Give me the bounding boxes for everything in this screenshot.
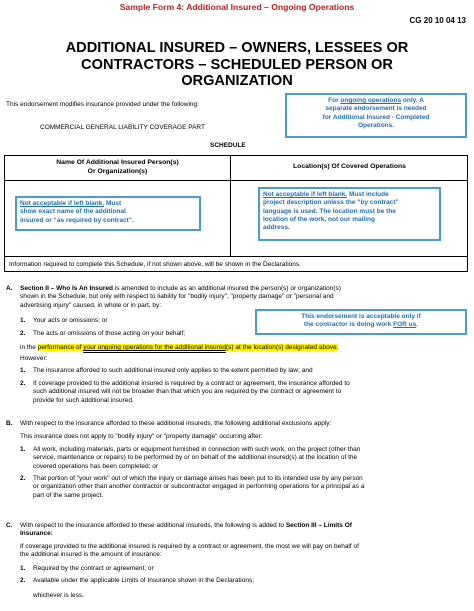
section-b-paragraph: With respect to the insurance afforded to these additional insureds, the following additional exclusions apply: (20, 420, 332, 427)
list-number: 1. (20, 317, 26, 324)
paragraph-text: the additional insured is the amount of insurance: (20, 551, 162, 559)
section-c-sub (20, 543, 470, 560)
callout-text: language is used. The location must be the (263, 207, 396, 215)
section-heading: Section II – Who Is An Insured (20, 285, 113, 292)
table-divider (5, 180, 467, 181)
whichever-text: whichever is less. (33, 592, 84, 599)
section-a-paragraph (20, 285, 470, 310)
locations-column-header: Location(s) Of Covered Operations (293, 163, 406, 170)
section-c-label: C. (6, 522, 13, 529)
paragraph-text: such additional insured will not be broader than that which you are required by the contract or agreement to (33, 388, 342, 396)
modifies-text: This endorsement modifies insurance provided under the following: (6, 101, 199, 108)
callout-text: ongoing operations (340, 97, 402, 104)
list-item: The insurance afforded to such additional insured only applies to the extent permitted by law; and (33, 367, 313, 374)
title-line: CONTRACTORS – SCHEDULED PERSON OR (81, 56, 393, 73)
callout-text: Not acceptable if left blank. (20, 200, 105, 207)
list-item: Your acts or omissions; or (33, 317, 108, 324)
schedule-table (4, 155, 468, 272)
callout-text: This endorsement is acceptable only if (301, 313, 421, 320)
callout-text: separate endorsement is needed (325, 105, 427, 113)
callout-text: For (328, 97, 341, 104)
header-text: Or Organization(s) (87, 167, 148, 175)
paragraph-text: covered operations has been completed; or (33, 462, 159, 470)
paragraph-text: All work, including materials, parts or equipment furnished in connection with such work, on the project (other than (33, 446, 361, 453)
callout-text: show exact name of the additional (20, 208, 126, 216)
names-callout (15, 196, 201, 231)
section-b-label: B. (6, 420, 13, 427)
paragraph-text: is amended to include as an additional insured the person(s) or organization(s) (112, 285, 341, 292)
paragraph-text: part of the same project. (33, 491, 104, 499)
paragraph-text: provide for such additional insured. (33, 396, 134, 404)
paragraph-text: in the (20, 344, 38, 351)
sample-form-title: Sample Form 4: Additional Insured – Ongoing Operations (119, 2, 355, 12)
callout-text: Operations. (357, 121, 395, 129)
list-item: Required by the contract or agreement; or (33, 565, 154, 572)
endorsement-title (40, 40, 434, 90)
callout-text: Must (104, 200, 122, 207)
callout-text: insured or “as required by contract”. (20, 216, 134, 224)
coverage-part: COMMERCIAL GENERAL LIABILITY COVERAGE PART (40, 124, 205, 131)
list-number: 2. (20, 475, 26, 482)
list-item (33, 475, 470, 500)
callout-text: project description unless the “by contract” (263, 199, 399, 207)
list-item (33, 446, 470, 471)
list-number: 1. (20, 565, 26, 572)
title-line: ADDITIONAL INSURED – OWNERS, LESSEES OR (65, 40, 409, 56)
callout-text: for Additional Insured - Completed (322, 113, 430, 121)
section-heading: Insurance: (20, 530, 53, 538)
location-callout (258, 187, 441, 241)
highlighted-text: performance of (37, 344, 84, 351)
paragraph-text: shown in the Schedule, but only with respect to liability for "bodily injury", "property damage" or "personal and (20, 293, 334, 301)
list-number: 1. (20, 367, 26, 374)
ongoing-operations-callout (285, 93, 467, 138)
section-heading: Section III – Limits Of (285, 522, 352, 529)
highlighted-text: (s) at the location(s) designated above. (226, 344, 339, 351)
list-number: 2. (20, 380, 26, 387)
paragraph-text: If coverage provided to the additional insured is required by a contract or agreement, the most we will pay on behalf of (20, 543, 359, 550)
callout-text: FOR us (393, 321, 417, 329)
title-line: ORGANIZATION (181, 73, 293, 89)
section-b-sub: This insurance does not apply to "bodily injury" or "property damage" occurring after: (20, 433, 263, 440)
list-item: The acts or omissions of those acting on your behalf; (33, 330, 186, 337)
however-label: However: (20, 355, 48, 362)
callout-text: Not acceptable if left blank. (263, 191, 348, 198)
callout-text: . (416, 321, 419, 329)
callout-text: Must include (347, 191, 389, 198)
highlighted-text: your ongoing operations for the additional insured (83, 344, 226, 351)
paragraph-text: If coverage provided to the additional insured is required by a contract or agreement, the insurance afforded to (33, 380, 350, 387)
callout-text: location of the work, not our mailing (263, 215, 375, 223)
callout-text: only. A (401, 97, 424, 104)
schedule-footer: Information required to complete this Schedule, if not shown above, will be shown in the Declarations. (9, 261, 301, 268)
paragraph-text: or organization other than another contractor or subcontractor engaged in performing operations for a principal as a (33, 483, 365, 491)
list-number: 2. (20, 577, 26, 584)
list-number: 1. (20, 446, 26, 453)
performance-clause (20, 344, 338, 352)
list-number: 2. (20, 330, 26, 337)
paragraph-text: With respect to the insurance afforded to these additional insureds, the following is added to (20, 522, 286, 529)
paragraph-text: advertising injury" caused, in whole or in part, by: (20, 301, 162, 309)
header-text: Name Of Additional Insured Person(s) (56, 159, 179, 166)
paragraph-text: That portion of "your work" out of which the injury or damage arises has been put to its intended use by any person (33, 475, 363, 482)
section-a-label: A. (6, 285, 13, 292)
contractor-callout (255, 309, 467, 335)
schedule-label: SCHEDULE (210, 142, 246, 149)
callout-text: address. (263, 224, 290, 232)
form-number: CG 20 10 04 13 (409, 16, 466, 25)
callout-text: the contractor is doing work (303, 321, 394, 329)
names-column-header (5, 159, 230, 176)
list-item: Available under the applicable Limits of Insurance shown in the Declarations; (33, 577, 255, 584)
paragraph-text: service, maintenance or repairs) to be performed by or on behalf of the additional insured(s) at the location of the (33, 454, 358, 462)
table-divider (5, 256, 467, 257)
section-c-paragraph (20, 522, 470, 539)
list-item (33, 380, 470, 405)
